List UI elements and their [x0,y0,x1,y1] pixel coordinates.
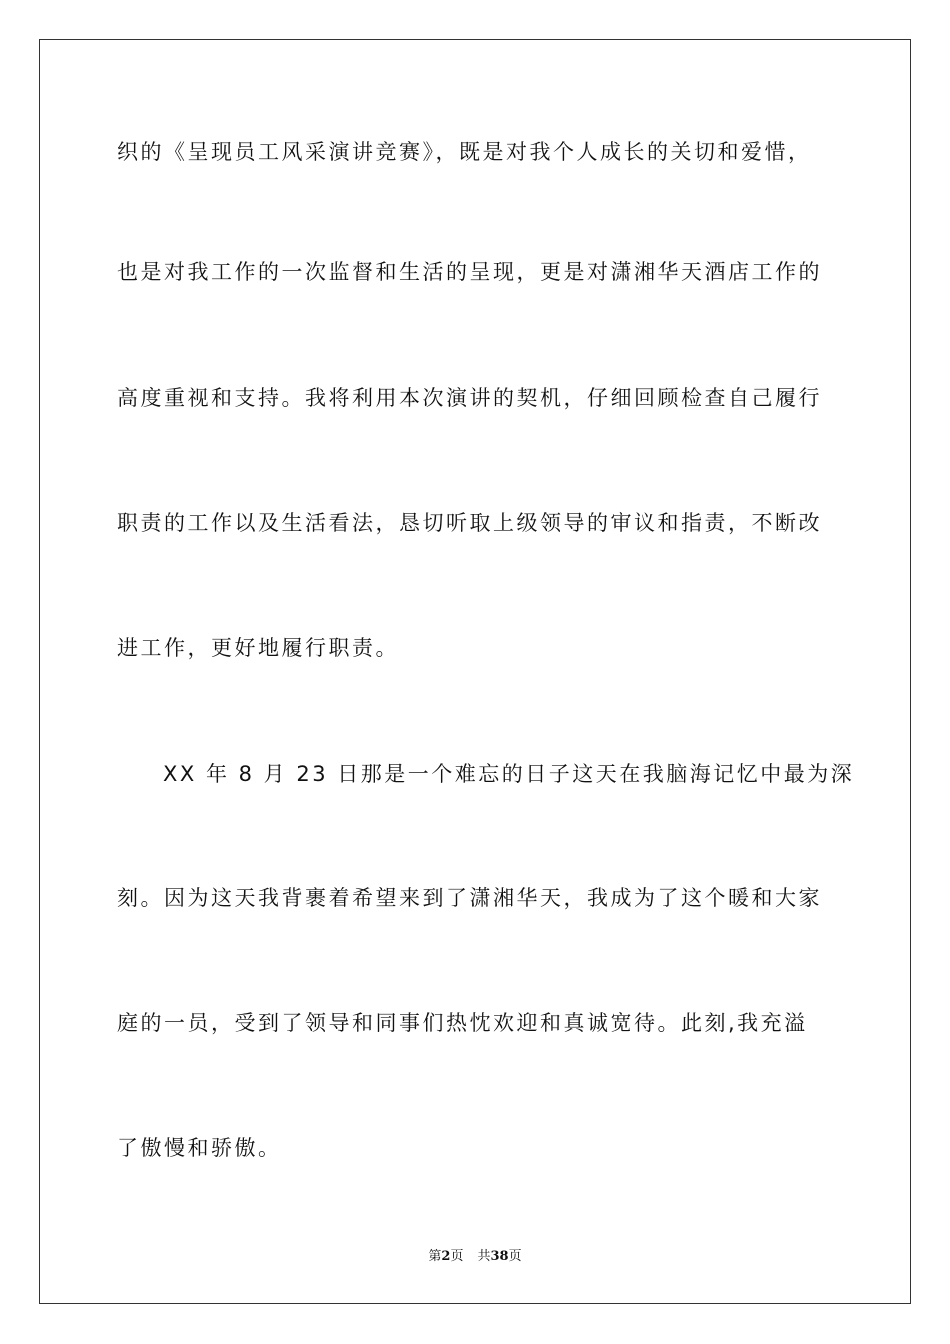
page-prefix: 第 [428,1249,442,1264]
text-line-6: XX 年 8 月 23 日那是一个难忘的日子这天在我脑海记忆中最为深 [163,762,855,786]
text-line-5: 进工作，更好地履行职责。 [117,636,399,660]
total-suffix: 页 [508,1249,522,1264]
text-line-8: 庭的一员，受到了领导和同事们热忱欢迎和真诚宽待。此刻,我充溢 [117,1011,808,1035]
total-prefix: 共 [477,1249,491,1264]
page-border [39,39,911,1304]
text-line-3: 高度重视和支持。我将利用本次演讲的契机，仔细回顾检查自己履行 [117,386,822,410]
text-line-4: 职责的工作以及生活看法，恳切听取上级领导的审议和指责，不断改 [117,511,822,535]
page-footer [0,1248,950,1266]
text-line-2: 也是对我工作的一次监督和生活的呈现，更是对潇湘华天酒店工作的 [117,260,822,284]
page-suffix: 页 [450,1249,464,1264]
total-pages: 38 [490,1249,509,1264]
page-number: 2 [441,1249,451,1264]
text-line-9: 了傲慢和骄傲。 [117,1136,282,1160]
text-line-1: 织的《呈现员工风采演讲竞赛》，既是对我个人成长的关切和爱惜， [117,140,812,164]
text-line-7: 刻。因为这天我背裹着希望来到了潇湘华天，我成为了这个暖和大家 [117,886,822,910]
